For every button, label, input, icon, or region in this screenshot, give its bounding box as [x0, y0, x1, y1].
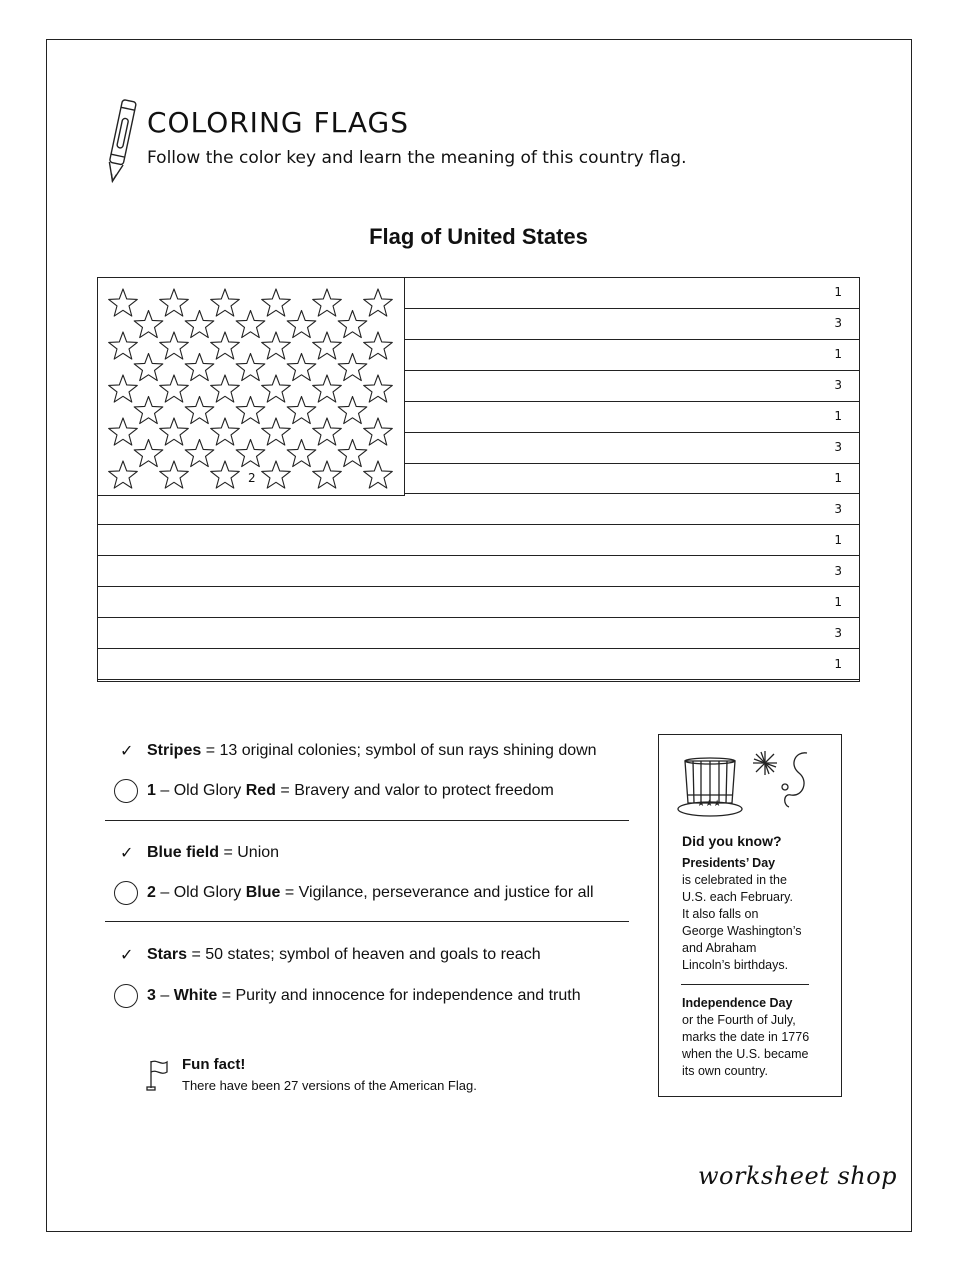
- flag-stripe: [98, 618, 859, 649]
- fun-fact-title: Fun fact!: [182, 1056, 246, 1073]
- color-number: 2: [147, 884, 156, 901]
- flag-stripe: [405, 464, 859, 495]
- checkmark-icon: ✓: [120, 947, 134, 964]
- star: [211, 332, 240, 359]
- color-number: 1: [147, 782, 156, 799]
- stripe-color-number: 3: [834, 316, 842, 331]
- star: [236, 311, 265, 338]
- flag-title: Flag of United States: [369, 224, 588, 249]
- flag-stripe: [405, 402, 859, 433]
- star: [364, 375, 393, 402]
- flag-stripe: [405, 340, 859, 371]
- color-number: 3: [147, 987, 156, 1004]
- flag-stripe: [98, 494, 859, 525]
- star: [160, 332, 189, 359]
- star: [236, 397, 265, 424]
- key-meaning-text: [147, 742, 597, 760]
- sidebar-text-line: or the Fourth of July,: [682, 1013, 796, 1027]
- star: [109, 461, 138, 488]
- star: [185, 397, 214, 424]
- key-item-label: Blue field: [147, 844, 220, 861]
- color-checkbox-circle[interactable]: [114, 779, 138, 803]
- sidebar-text-line: It also falls on: [682, 907, 759, 921]
- star: [262, 289, 291, 316]
- sidebar-text-line: Lincoln’s birthdays.: [682, 958, 789, 972]
- did-you-know-heading: Did you know?: [682, 833, 782, 849]
- key-meaning-text: [147, 946, 541, 964]
- star: [185, 311, 214, 338]
- key-color-text: [147, 782, 554, 800]
- star: [262, 418, 291, 445]
- star: [160, 375, 189, 402]
- flag-stripe: [98, 649, 859, 680]
- color-name: White: [173, 987, 218, 1004]
- star: [236, 440, 265, 467]
- star: [211, 418, 240, 445]
- star: [134, 440, 163, 467]
- page-title: COLORING FLAGS: [147, 106, 409, 139]
- brand-logo: worksheet shop: [698, 1162, 898, 1190]
- star: [262, 461, 291, 488]
- flag-stripe: [405, 309, 859, 340]
- color-prefix: – Old Glory: [155, 884, 246, 901]
- color-meaning: = Bravery and valor to protect freedom: [275, 782, 554, 799]
- star: [313, 289, 342, 316]
- us-flag-coloring: [97, 277, 860, 682]
- stripe-color-number: 1: [834, 409, 842, 424]
- star: [287, 354, 316, 381]
- did-you-know-box: [658, 734, 842, 1097]
- star: [160, 289, 189, 316]
- stripe-color-number: 1: [834, 470, 842, 485]
- star: [211, 461, 240, 488]
- star: [338, 397, 367, 424]
- star: [134, 311, 163, 338]
- stripe-color-number: 3: [834, 501, 842, 516]
- color-prefix: – Old Glory: [155, 782, 246, 799]
- key-item-label: Stars: [147, 946, 188, 963]
- stripe-color-number: 1: [834, 594, 842, 609]
- key-meaning-text: [147, 844, 279, 862]
- color-meaning: = Vigilance, perseverance and justice for all: [280, 884, 594, 901]
- star: [109, 289, 138, 316]
- sidebar-text-line: is celebrated in the: [682, 873, 787, 887]
- star: [134, 397, 163, 424]
- sidebar-text-line: its own country.: [682, 1064, 768, 1078]
- star: [185, 354, 214, 381]
- flag-stripe: [405, 278, 859, 309]
- star: [338, 311, 367, 338]
- flag-stripe: [405, 433, 859, 464]
- star: [313, 418, 342, 445]
- star: [211, 375, 240, 402]
- star: [109, 332, 138, 359]
- star: [338, 440, 367, 467]
- star: [262, 375, 291, 402]
- color-checkbox-circle[interactable]: [114, 881, 138, 905]
- star: [134, 354, 163, 381]
- presidents-day-title: Presidents’ Day: [682, 856, 776, 870]
- flag-pin-icon: [145, 1058, 175, 1092]
- sidebar-text-line: and Abraham: [682, 941, 757, 955]
- canton-color-number: 2: [248, 471, 256, 485]
- star: [236, 354, 265, 381]
- key-item-desc: = Union: [219, 844, 280, 861]
- star: [287, 397, 316, 424]
- star: [313, 461, 342, 488]
- star: [109, 375, 138, 402]
- color-meaning: = Purity and innocence for independence and truth: [217, 987, 581, 1004]
- flag-canton: [98, 278, 405, 496]
- key-divider: [105, 921, 629, 922]
- flag-stripe: [98, 587, 859, 618]
- canton-stars: [98, 278, 405, 496]
- crayon-icon: [104, 96, 138, 186]
- sidebar-divider: [681, 984, 809, 985]
- stripe-color-number: 3: [834, 378, 842, 393]
- flag-stripe: [98, 556, 859, 587]
- key-item-desc: = 50 states; symbol of heaven and goals to reach: [187, 946, 541, 963]
- key-item-label: Stripes: [147, 742, 202, 759]
- star: [185, 440, 214, 467]
- key-divider: [105, 820, 629, 821]
- sidebar-text-line: U.S. each February.: [682, 890, 793, 904]
- flag-stripe: [98, 525, 859, 556]
- sidebar-text-line: George Washington’s: [682, 924, 802, 938]
- star: [313, 375, 342, 402]
- stripe-color-number: 1: [834, 532, 842, 547]
- key-item-desc: = 13 original colonies; symbol of sun rays shining down: [201, 742, 597, 759]
- uncle-sam-hat-fireworks-icon: [677, 745, 817, 825]
- stripe-color-number: 3: [834, 440, 842, 455]
- checkmark-icon: ✓: [120, 845, 134, 862]
- star: [160, 461, 189, 488]
- fun-fact-text: There have been 27 versions of the American Flag.: [182, 1078, 477, 1093]
- star: [287, 311, 316, 338]
- star: [364, 461, 393, 488]
- flag-stripe: [405, 371, 859, 402]
- stripe-color-number: 3: [834, 563, 842, 578]
- star: [364, 418, 393, 445]
- color-name: Blue: [245, 884, 281, 901]
- sidebar-text-line: when the U.S. became: [682, 1047, 809, 1061]
- color-prefix: –: [155, 987, 174, 1004]
- star: [160, 418, 189, 445]
- color-name: Red: [245, 782, 276, 799]
- page-subtitle: Follow the color key and learn the meaning of this country flag.: [147, 148, 687, 168]
- stripe-color-number: 1: [834, 285, 842, 300]
- independence-day-title: Independence Day: [682, 996, 793, 1010]
- star: [338, 354, 367, 381]
- star: [109, 418, 138, 445]
- independence-day-block: [682, 995, 809, 1080]
- stripe-color-number: 3: [834, 625, 842, 640]
- stripe-color-number: 1: [834, 347, 842, 362]
- star: [364, 289, 393, 316]
- key-color-text: [147, 884, 594, 902]
- presidents-day-block: [682, 855, 802, 974]
- star: [313, 332, 342, 359]
- checkmark-icon: ✓: [120, 743, 134, 760]
- key-color-text: [147, 987, 581, 1005]
- color-checkbox-circle[interactable]: [114, 984, 138, 1008]
- star: [364, 332, 393, 359]
- star: [211, 289, 240, 316]
- star: [287, 440, 316, 467]
- svg-text:★★★: ★★★: [697, 799, 722, 809]
- sidebar-text-line: marks the date in 1776: [682, 1030, 810, 1044]
- star: [262, 332, 291, 359]
- stripe-color-number: 1: [834, 656, 842, 671]
